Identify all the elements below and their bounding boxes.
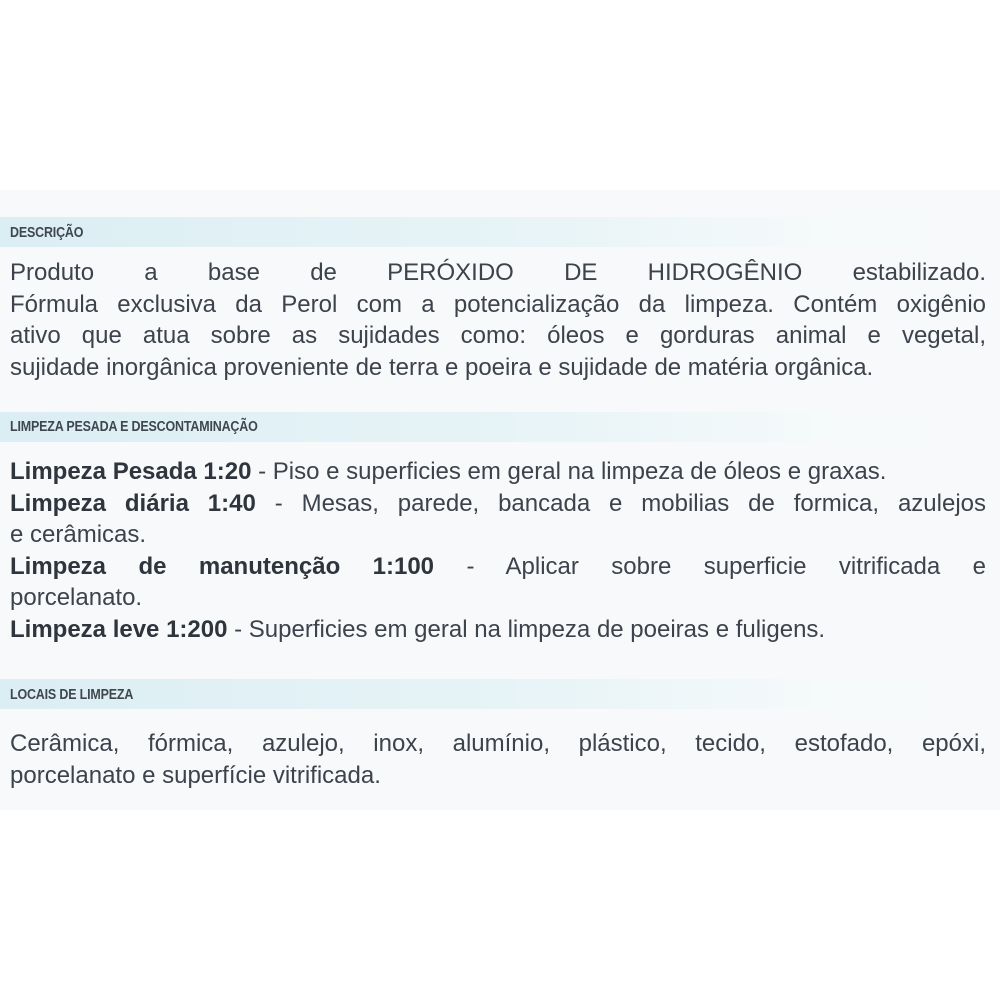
- dilution-description: - Piso e superficies em geral na limpeza de óleos e graxas.: [251, 458, 887, 485]
- descricao-text: [10, 257, 986, 383]
- limpeza-item-pesada: [10, 456, 986, 488]
- locais-line: Cerâmica, fórmica, azulejo, inox, alumínio, plástico, tecido, estofado, epóxi,: [10, 730, 986, 757]
- locais-line: porcelanato e superfície vitrificada.: [10, 761, 381, 789]
- section-title-descricao: DESCRIÇÃO: [10, 225, 84, 241]
- dilution-label: Limpeza Pesada 1:20: [10, 458, 252, 485]
- locais-text: [10, 728, 986, 791]
- section-header-band-locais: [0, 679, 988, 709]
- dilution-description: - Aplicar sobre superficie vitrificada e: [434, 552, 987, 580]
- descricao-line: Produto a base de PERÓXIDO DE HIDROGÊNIO estabilizado.: [10, 259, 986, 286]
- section-title-limpeza: LIMPEZA PESADA E DESCONTAMINAÇÃO: [10, 419, 258, 435]
- limpeza-item-manutencao: [10, 551, 986, 583]
- limpeza-list: [10, 456, 986, 645]
- dilution-description: - Superficies em geral na limpeza de poeiras e fuligens.: [227, 615, 826, 643]
- section-title-locais: LOCAIS DE LIMPEZA: [10, 687, 134, 703]
- limpeza-item-leve: [10, 614, 986, 646]
- dilution-label: Limpeza diária 1:40: [10, 489, 256, 517]
- dilution-label: Limpeza leve 1:200: [10, 615, 228, 643]
- dilution-label: Limpeza de manutenção 1:100: [10, 552, 435, 580]
- descricao-line: sujidade inorgânica proveniente de terra e poeira e sujidade de matéria orgânica.: [10, 353, 874, 381]
- descricao-line: Fórmula exclusiva da Perol com a potencialização da limpeza. Contém oxigênio: [10, 290, 986, 318]
- section-header-band-descricao: [0, 217, 988, 247]
- limpeza-item-diaria: [10, 488, 986, 520]
- descricao-line: ativo que atua sobre as sujidades como: óleos e gorduras animal e vegetal,: [10, 322, 986, 349]
- dilution-description: - Mesas, parede, bancada e mobilias de formica, azulejos: [255, 489, 986, 517]
- dilution-description-continued: e cerâmicas.: [10, 521, 147, 548]
- dilution-description-continued: porcelanato.: [10, 584, 143, 611]
